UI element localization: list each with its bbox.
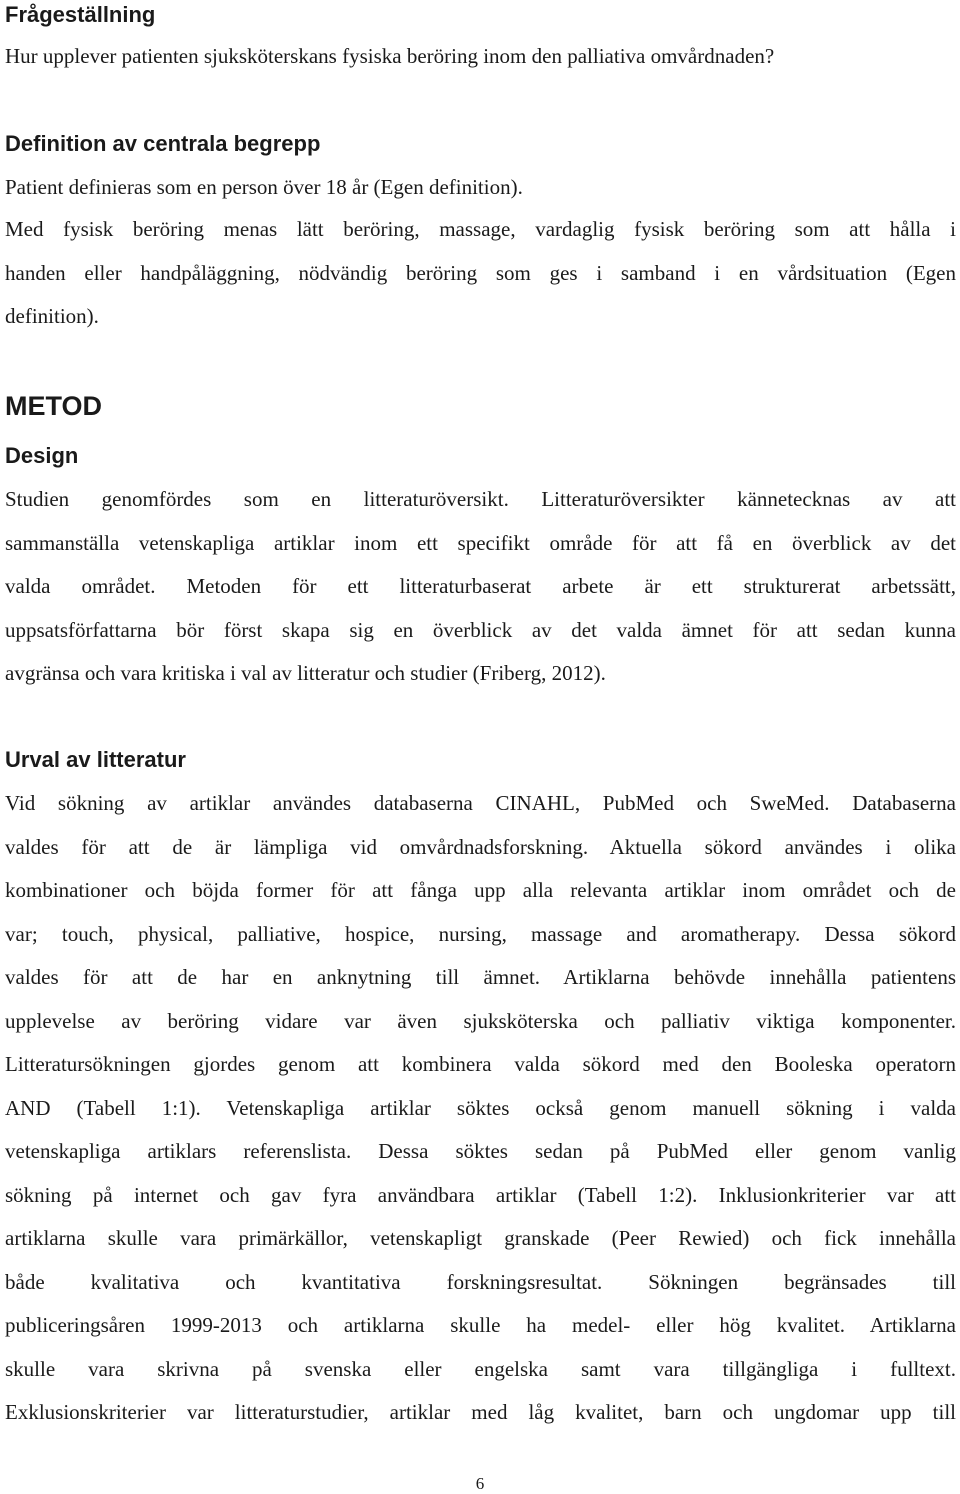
selection-heading: Urval av litteratur (5, 747, 186, 772)
paragraph-line: valdes för att de är lämpliga vid omvårdnadsforskning. Aktuella sökord användes i olika (5, 834, 956, 859)
paragraph-line: sammanställa vetenskapliga artiklar inom ett specifikt område för att få en överblick av det (5, 530, 956, 555)
paragraph-line: handen eller handpåläggning, nödvändig beröring som ges i samband i en vårdsituation (Egen (5, 260, 956, 285)
paragraph-line: Litteratursökningen gjordes genom att kombinera valda sökord med den Booleska operatorn (5, 1052, 956, 1076)
paragraph-line: Med fysisk beröring menas lätt beröring, massage, vardaglig fysisk beröring som att hålla i (5, 217, 956, 241)
paragraph-line: var; touch, physical, palliative, hospice, nursing, massage and aromatherapy. Dessa sökord (5, 921, 956, 946)
paragraph-line: avgränsa och vara kritiska i val av litteratur och studier (Friberg, 2012). (5, 661, 606, 685)
paragraph-line: upplevelse av beröring vidare var även sjuksköterska och palliativ viktiga komponenter. (5, 1008, 956, 1033)
paragraph-line: skulle vara skrivna på svenska eller engelska samt vara tillgängliga i fulltext. (5, 1356, 956, 1381)
patient-definition: Patient definieras som en person över 18 år (Egen definition). (5, 175, 523, 199)
paragraph-line: Exklusionskriterier var litteraturstudier, artiklar med låg kvalitet, barn och ungdomar upp till (5, 1400, 956, 1424)
paragraph-line: uppsatsförfattarna bör först skapa sig en överblick av det valda ämnet för att sedan kunna (5, 617, 956, 642)
paragraph-line: valdes för att de har en anknytning till ämnet. Artiklarna behövde innehålla patientens (5, 965, 956, 989)
paragraph-line: valda området. Metoden för ett litteraturbaserat arbete är ett strukturerat arbetssätt, (5, 574, 956, 598)
design-subheading: Design (5, 443, 79, 468)
design-paragraph (5, 478, 956, 696)
paragraph-line: publiceringsåren 1999-2013 och artiklarna skulle ha medel- eller hög kvalitet. Artiklarna (5, 1313, 956, 1337)
question-heading: Frågeställning (5, 2, 156, 27)
question-text: Hur upplever patienten sjuksköterskans fysiska beröring inom den palliativa omvårdnaden? (5, 44, 775, 68)
paragraph-line: Vid sökning av artiklar användes databaserna CINAHL, PubMed och SweMed. Databaserna (5, 791, 956, 815)
page-number: 6 (475, 1474, 485, 1493)
touch-definition-paragraph (5, 208, 956, 339)
method-heading: METOD (5, 391, 103, 421)
paragraph-line: sökning på internet och gav fyra användbara artiklar (Tabell 1:2). Inklusionkriterier var att (5, 1182, 956, 1207)
paragraph-line: artiklarna skulle vara primärkällor, vetenskapligt granskade (Peer Rewied) och fick innehålla (5, 1226, 956, 1250)
paragraph-line: vetenskapliga artiklars referenslista. Dessa söktes sedan på PubMed eller genom vanlig (5, 1139, 956, 1163)
paragraph-line: både kvalitativa och kvantitativa forskningsresultat. Sökningen begränsades till (5, 1269, 956, 1294)
selection-paragraph (5, 782, 956, 1435)
paragraph-line: definition). (5, 304, 99, 328)
paragraph-line: Studien genomfördes som en litteraturöversikt. Litteraturöversikter kännetecknas av att (5, 487, 956, 511)
paragraph-line: kombinationer och böjda former för att fånga upp alla relevanta artiklar inom området och de (5, 878, 956, 902)
definitions-heading: Definition av centrala begrepp (5, 131, 321, 156)
paragraph-line: AND (Tabell 1:1). Vetenskapliga artiklar söktes också genom manuell sökning i valda (5, 1095, 956, 1120)
